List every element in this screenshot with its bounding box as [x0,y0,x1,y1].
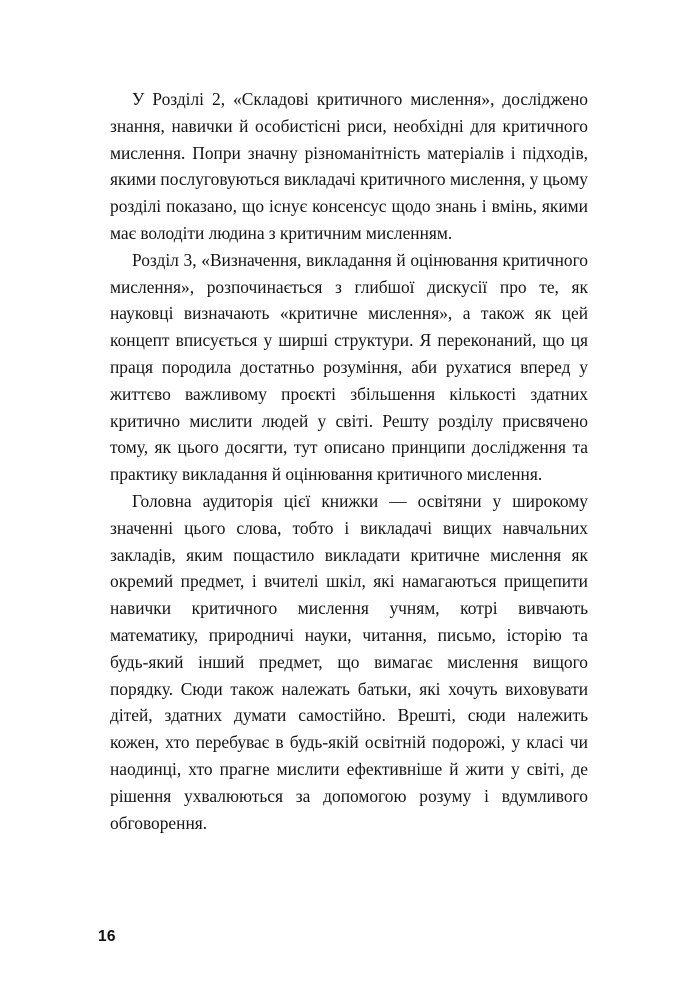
page-number: 16 [98,928,116,945]
paragraph-3: Головна аудиторія цієї книжки — освітяни у широкому значенні цього слова, тобто і викладачі вищих навчальних закладів, яким пощастило викладати критичне мислення як окремий предмет, і вчителі шкіл, які намагаються прищепити навички критичного мислення учням, котрі вивчають математику, природничі науки, читання, письмо, історію та будь-який інший предмет, що вимагає мислення вищого порядку. Сюди також належать батьки, які хочуть виховувати дітей, здатних думати самостійно. Врешті, сюди належить кожен, хто перебуває в будь-якій освітній подорожі, у класі чи наодинці, хто прагне мислити ефективніше й жити у світі, де рішення ухвалюються за допомогою розуму і вдумливого обговорення. [110,490,588,833]
paragraph-2: Розділ 3, «Визначення, викладання й оцінювання критичного мислення», розпочинається з глибшої дискусії про те, як науковці визначають «критичне мислення», а також як цей концепт вписується у ширші структури. Я переконаний, що ця праця породила достатньо розуміння, аби рухатися вперед у життєво важливому проєкті збільшення кількості здатних критично мислити людей у світі. Решту розділу присвячено тому, як цього досягти, тут описано принципи дослідження та практику викладання й оцінювання критичного мислення. [110,249,588,485]
body-text [110,86,588,836]
paragraph-1: У Розділі 2, «Складові критичного мислення», досліджено знання, навички й особистісні риси, необхідні для критичного мислення. Попри значну різноманітність матеріалів і підходів, якими послуговуються викладачі критичного мислення, у цьому розділі показано, що існує консенсус щодо знань і вмінь, якими має володіти людина з критичним мисленням. [110,89,588,243]
